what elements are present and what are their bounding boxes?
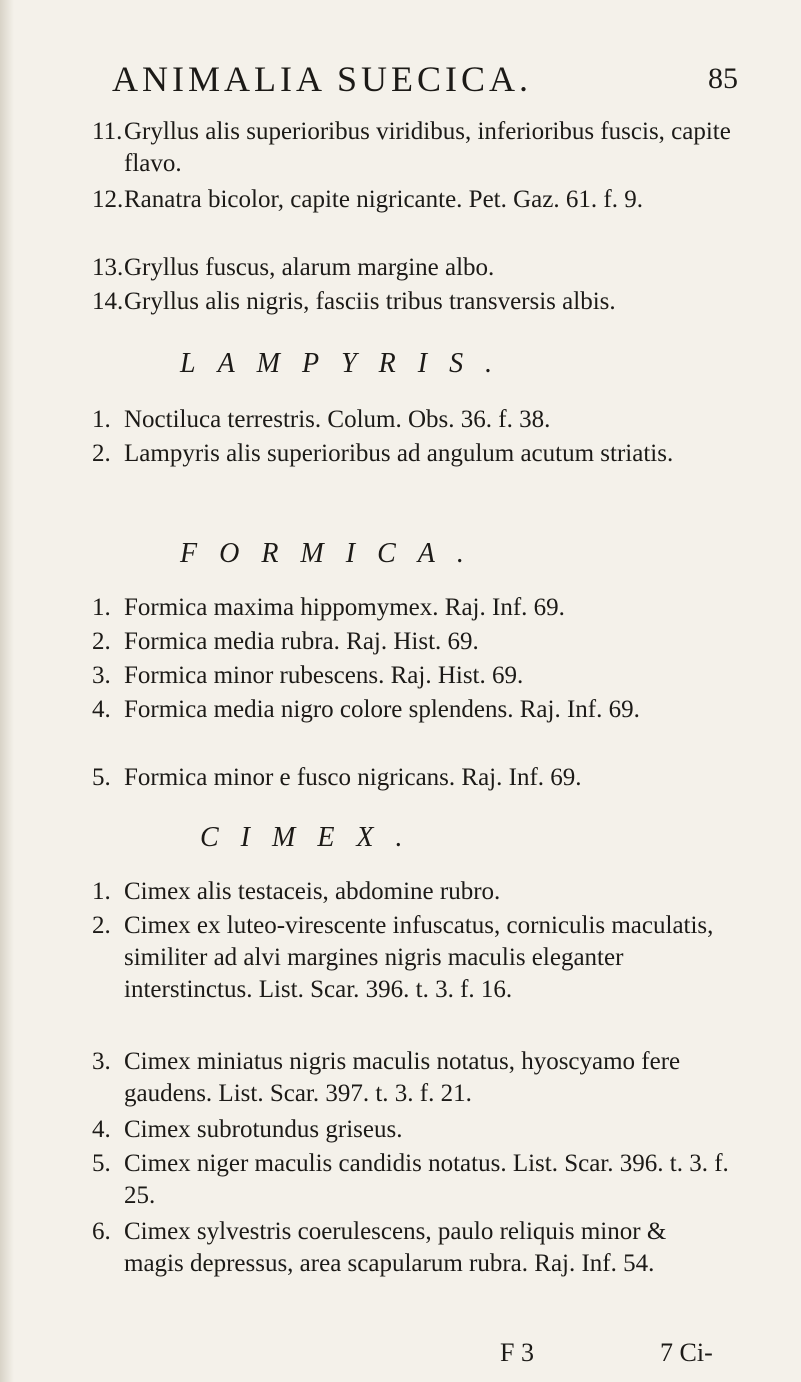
entry-text: Lampyris alis superioribus ad angulum acutum striatis. xyxy=(124,440,674,467)
list-item xyxy=(92,116,732,180)
entry-text: Formica minor e fusco nigricans. Raj. Inf. 69. xyxy=(124,764,582,791)
entry-number: 2. xyxy=(92,912,111,939)
entry-text: Formica maxima hippomymex. Raj. Inf. 69. xyxy=(124,594,565,621)
entry-text: Cimex alis testaceis, abdomine rubro. xyxy=(124,878,501,905)
entry-text: Gryllus alis nigris, fasciis tribus transversis albis. xyxy=(124,288,616,315)
list-item xyxy=(92,1148,732,1212)
entry-number: 5. xyxy=(92,1150,111,1177)
entry-number: 1. xyxy=(92,878,111,905)
list-item xyxy=(92,252,732,284)
entry-text: Gryllus fuscus, alarum margine albo. xyxy=(124,254,495,281)
entry-number: 11. xyxy=(92,118,123,145)
page-number: 85 xyxy=(708,62,738,95)
entry-number: 3. xyxy=(92,1048,111,1075)
entry-text: Formica minor rubescens. Raj. Hist. 69. xyxy=(124,662,524,689)
entry-number: 2. xyxy=(92,440,111,467)
list-item xyxy=(92,1216,732,1280)
catchword: 7 Ci- xyxy=(660,1338,713,1367)
entry-number: 3. xyxy=(92,662,111,689)
entry-number: 14. xyxy=(92,288,124,315)
entry-text: Cimex niger maculis candidis notatus. List. Scar. 396. t. 3. f. 25. xyxy=(124,1150,729,1209)
list-item xyxy=(92,626,732,658)
running-head: ANIMALIA SUECICA. xyxy=(112,59,533,99)
list-item xyxy=(92,1046,732,1110)
entry-number: 1. xyxy=(92,594,111,621)
list-item xyxy=(92,184,732,216)
entry-number: 4. xyxy=(92,1116,111,1143)
entry-text: Ranatra bicolor, capite nigricante. Pet. Gaz. 61. f. 9. xyxy=(124,186,643,213)
section-heading-cimex: CIMEX. xyxy=(200,822,425,853)
entry-number: 13. xyxy=(92,254,124,281)
list-item xyxy=(92,762,732,794)
entry-text: Noctiluca terrestris. Colum. Obs. 36. f. 38. xyxy=(124,406,551,433)
list-item xyxy=(92,660,732,692)
list-item xyxy=(92,438,732,470)
entry-number: 2. xyxy=(92,628,111,655)
entry-text: Gryllus alis superioribus viridibus, inferioribus fuscis, capite flavo. xyxy=(124,118,731,177)
list-item xyxy=(92,910,732,1006)
entry-number: 6. xyxy=(92,1218,111,1245)
entry-text: Cimex miniatus nigris maculis notatus, hyoscyamo fere gaudens. List. Scar. 397. t. 3. f. 21. xyxy=(124,1048,681,1107)
entry-text: Cimex subrotundus griseus. xyxy=(124,1116,403,1143)
section-heading-formica: FORMICA. xyxy=(180,538,486,569)
entry-text: Formica media nigro colore splendens. Raj. Inf. 69. xyxy=(124,696,640,723)
list-item xyxy=(92,694,732,726)
list-item xyxy=(92,592,732,624)
entry-number: 5. xyxy=(92,764,111,791)
entry-text: Formica media rubra. Raj. Hist. 69. xyxy=(124,628,479,655)
page-edge-shadow xyxy=(0,0,14,1382)
entry-number: 1. xyxy=(92,406,111,433)
list-item xyxy=(92,404,732,436)
list-item xyxy=(92,1114,732,1146)
entry-number: 4. xyxy=(92,696,111,723)
section-heading-lampyris: LAMPYRIS. xyxy=(180,348,515,379)
entry-text: Cimex ex luteo-virescente infuscatus, corniculis maculatis, similiter ad alvi margines nigris maculis eleganter interstinctus. List. Scar. 396. t. 3. f. 16. xyxy=(124,912,714,1003)
entry-number: 12. xyxy=(92,186,124,213)
list-item xyxy=(92,876,732,908)
list-item xyxy=(92,286,732,318)
signature-mark: F 3 xyxy=(500,1338,534,1367)
entry-text: Cimex sylvestris coerulescens, paulo reliquis minor & magis depressus, area scapularum rubra. Raj. Inf. 54. xyxy=(124,1218,667,1277)
